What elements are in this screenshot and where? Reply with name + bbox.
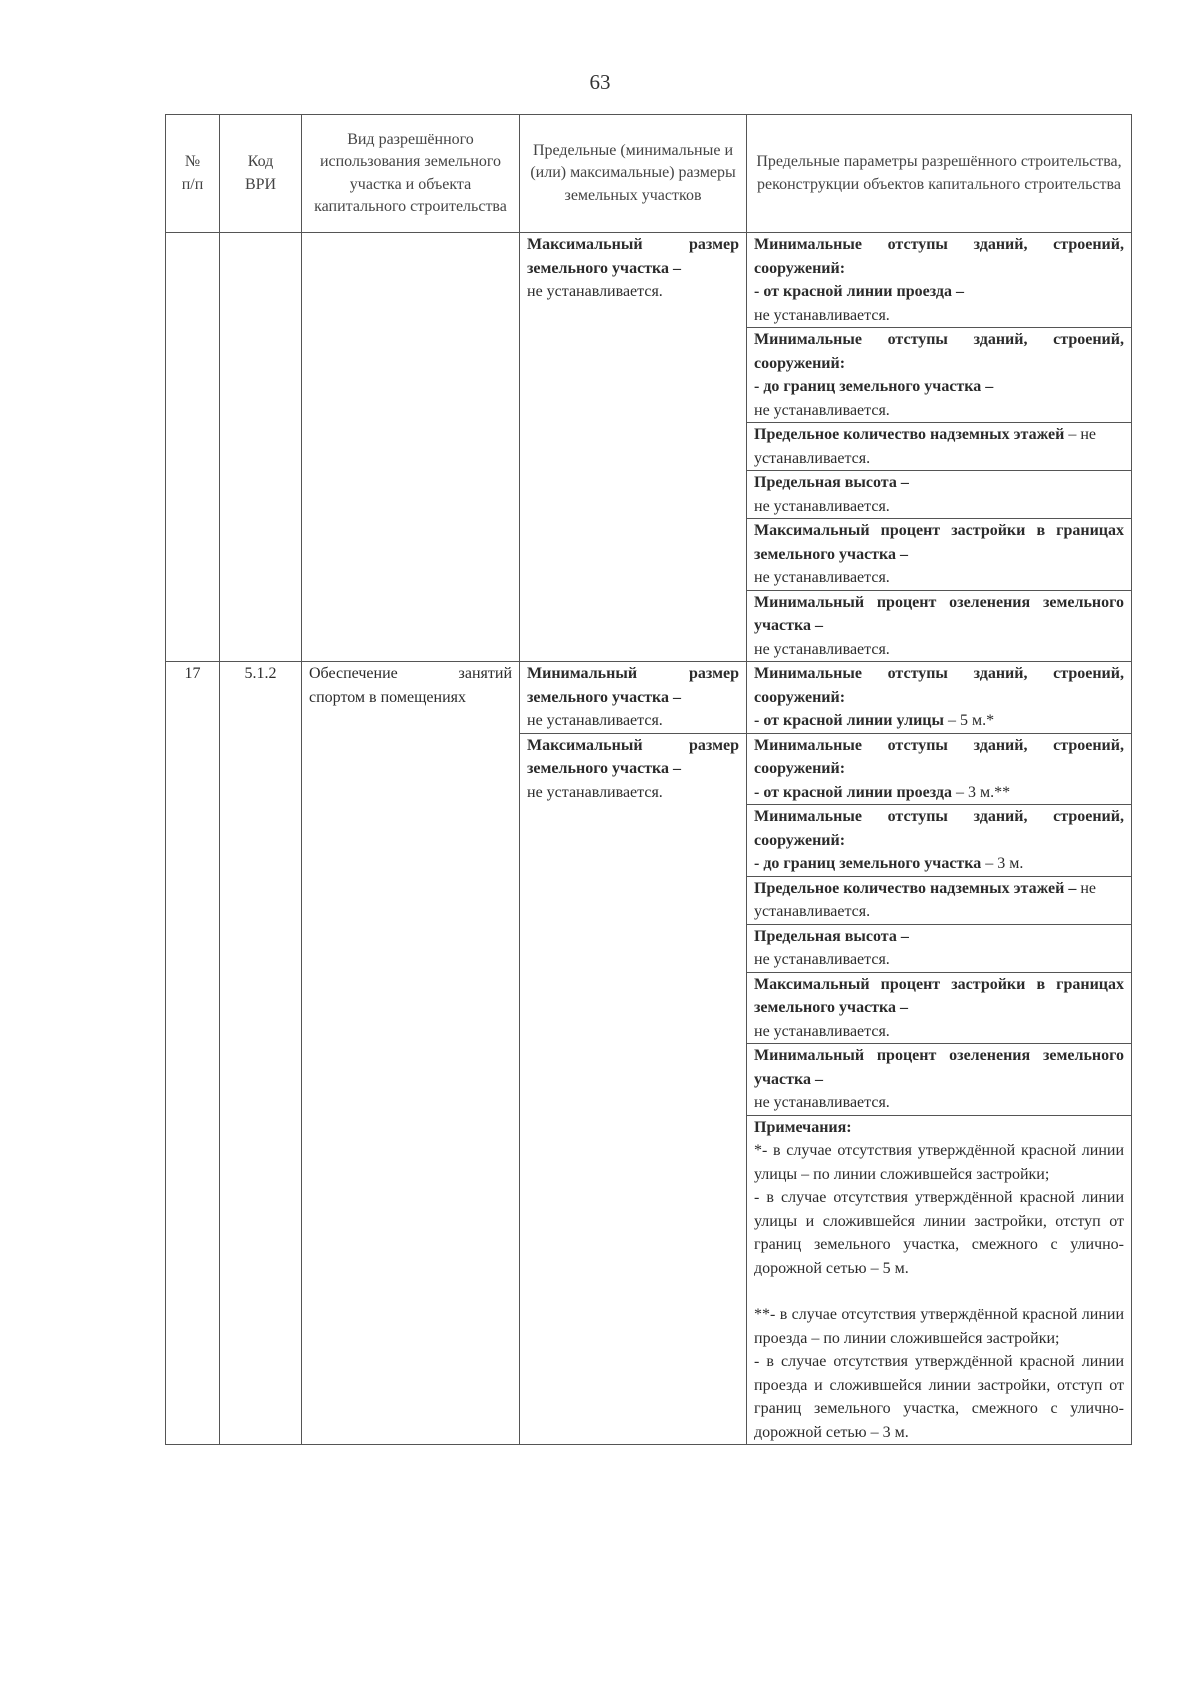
- param-value: не устанавливается.: [754, 951, 890, 968]
- param-value: – 5 м.*: [944, 712, 995, 729]
- param-value: не устанавливается.: [754, 640, 890, 658]
- param-detail: - до границ земельного участка –: [754, 378, 994, 395]
- row-code: 5.1.2: [220, 662, 302, 1445]
- param-value: не устанавливается.: [754, 569, 890, 586]
- param-cell: [747, 590, 1132, 662]
- param-value: не устанавливается.: [754, 1022, 890, 1040]
- note-text: **- в случае отсутствия утверждённой красной линии проезда – по линии сложившейся застройки;: [754, 1306, 1124, 1347]
- note-text: - в случае отсутствия утверждённой красной линии проезда и сложившейся линии застройки, отступ от границ земельного участка, смежного с улично-дорожной сетью – 3 м.: [754, 1353, 1124, 1441]
- param-detail: - от красной линии улицы: [754, 712, 944, 729]
- size-max-value: не устанавливается.: [527, 783, 663, 801]
- param-cell: [747, 233, 1132, 328]
- param-title: Предельное количество надземных этажей: [754, 426, 1065, 443]
- size-min-cell: [520, 662, 747, 734]
- cont-type: [302, 233, 520, 662]
- size-max-value: не устанавливается.: [527, 283, 663, 300]
- notes-spacer: [754, 1280, 1124, 1303]
- note-text: *- в случае отсутствия утверждённой красной линии улицы – по линии сложившейся застройки;: [754, 1142, 1124, 1183]
- param-value: – 3 м.: [981, 855, 1024, 872]
- header-code: Код ВРИ: [220, 115, 302, 233]
- param-title: Минимальные отступы зданий, строений, сооружений:: [754, 665, 1124, 706]
- param-cell: [747, 471, 1132, 519]
- table-header-row: [166, 115, 1132, 233]
- cont-code: [220, 233, 302, 662]
- param-title: Минимальные отступы зданий, строений, сооружений:: [754, 736, 1124, 777]
- param-detail: - от красной линии проезда –: [754, 283, 964, 300]
- param-value: – 3 м.**: [951, 783, 1011, 801]
- param-cell: [747, 733, 1132, 805]
- param-cell: [747, 805, 1132, 877]
- param-cell: [747, 662, 1132, 734]
- param-cell: [747, 1044, 1132, 1116]
- param-cell: [747, 423, 1132, 471]
- regulations-table: [165, 114, 1132, 1445]
- table-row: [166, 233, 1132, 328]
- param-title: Минимальные отступы зданий, строений, сооружений:: [754, 331, 1124, 372]
- param-title: Максимальный процент застройки в границах земельного участка –: [754, 975, 1124, 1016]
- table-row: [166, 662, 1132, 734]
- param-detail: - от красной линии проезда: [754, 783, 952, 801]
- param-cell: [747, 519, 1132, 591]
- header-params: Предельные параметры разрешённого строительства, реконструкции объектов капитального строительства: [747, 115, 1132, 233]
- note-text: - в случае отсутствия утверждённой красной линии улицы и сложившейся линии застройки, отступ от границ земельного участка, смежного с улично-дорожной сетью – 5 м.: [754, 1189, 1124, 1277]
- size-max-title: Максимальный размер земельного участка –: [527, 736, 739, 777]
- param-value: не устанавливается.: [754, 497, 890, 515]
- param-title: Предельная высота –: [754, 927, 909, 945]
- notes-cell: [747, 1115, 1132, 1445]
- param-title: Минимальный процент озеленения земельного участка –: [754, 1047, 1124, 1088]
- row-type-text: Обеспечение занятий спортом в помещениях: [309, 665, 512, 706]
- notes-title: Примечания:: [754, 1118, 852, 1136]
- param-cell: [747, 876, 1132, 924]
- cont-size-max: [520, 233, 747, 662]
- param-title: Минимальный процент озеленения земельного участка –: [754, 593, 1124, 634]
- param-cell: [747, 328, 1132, 423]
- header-type: Вид разрешённого использования земельного участка и объекта капитального строительства: [302, 115, 520, 233]
- param-value: – не устанавливается.: [754, 426, 1096, 467]
- size-min-title: Минимальный размер земельного участка –: [527, 665, 739, 706]
- row-num: 17: [166, 662, 220, 1445]
- size-max-title: Максимальный размер земельного участка –: [527, 236, 739, 277]
- row-type: [302, 662, 520, 1445]
- param-title: Предельное количество надземных этажей –: [754, 879, 1077, 897]
- param-value: не устанавливается.: [754, 879, 1096, 920]
- header-num: № п/п: [166, 115, 220, 233]
- param-value: не устанавливается.: [754, 401, 890, 419]
- size-max-cell: [520, 733, 747, 1445]
- param-title: Минимальные отступы зданий, строений, сооружений:: [754, 236, 1124, 277]
- page-number: 63: [589, 70, 611, 94]
- param-cell: [747, 972, 1132, 1044]
- size-min-value: не устанавливается.: [527, 712, 663, 729]
- cont-num: [166, 233, 220, 662]
- param-value: не устанавливается.: [754, 1094, 890, 1111]
- param-detail: - до границ земельного участка: [754, 855, 982, 872]
- param-cell: [747, 924, 1132, 972]
- param-value: не устанавливается.: [754, 306, 890, 324]
- param-title: Предельная высота –: [754, 474, 909, 491]
- header-size: Предельные (минимальные и (или) максимальные) размеры земельных участков: [520, 115, 747, 233]
- param-title: Минимальные отступы зданий, строений, сооружений:: [754, 808, 1124, 849]
- param-title: Максимальный процент застройки в границах земельного участка –: [754, 522, 1124, 563]
